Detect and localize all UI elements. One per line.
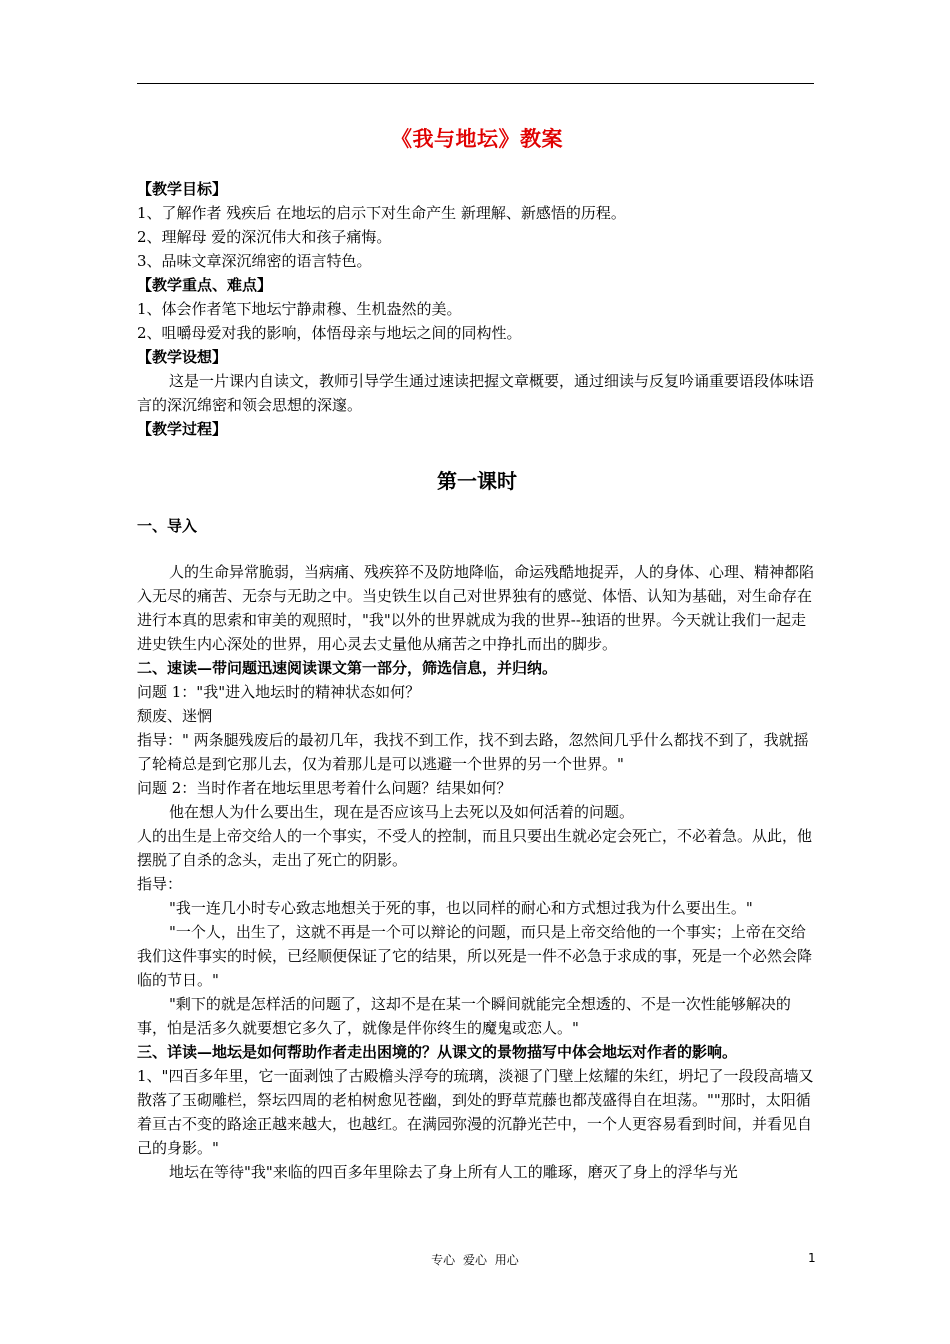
footer-motto: 专心 爱心 用心 [431, 1253, 519, 1267]
goal-item: 1、了解作者 残疾后 在地坛的启示下对生命产生 新理解、新感悟的历程。 [137, 204, 626, 222]
guide-1: 指导：" 两条腿残废后的最初几年，我找不到工作，找不到去路，忽然间几乎什么都找不到了，我就摇了轮椅总是到它那儿去，仅为着那儿是可以逃避一个世界的另一个世界。" [137, 731, 809, 773]
focus-item: 2、咀嚼母爱对我的影响，体悟母亲与地坛之间的同构性。 [137, 324, 522, 342]
focus-item: 1、体会作者笔下地坛宁静肃穆、生机盎然的美。 [137, 300, 462, 318]
answer-2b: 人的出生是上帝交给人的一个事实，不受人的控制，而且只要出生就必定会死亡，不必着急。从此，他摆脱了自杀的念头，走出了死亡的阴影。 [137, 827, 813, 869]
design-heading: 【教学设想】 [137, 348, 228, 366]
header-rule [137, 83, 814, 84]
section2-heading: 二、速读—带问题迅速阅读课文第一部分，筛选信息，并归纳。 [137, 659, 558, 677]
quote-2: "一个人，出生了，这就不再是一个可以辩论的问题，而只是上帝交给他的一个事实；上帝在交给我们这件事实的时候，已经顺便保证了它的结果，所以死是一件不必急于求成的事，死是一个必然会降临的节日。" [137, 923, 813, 989]
question-1: 问题 1："我"进入地坛时的精神状态如何？ [137, 683, 421, 701]
answer-2a: 他在想人为什么要出生，现在是否应该马上去死以及如何活着的问题。 [169, 803, 635, 821]
process-heading: 【教学过程】 [137, 420, 228, 438]
guide-2: 指导： [137, 875, 183, 893]
design-text: 这是一片课内自读文，教师引导学生通过速读把握文章概要，通过细读与反复吟诵重要语段体味语言的深沉绵密和领会思想的深邃。 [137, 372, 815, 414]
section3-heading: 三、详读—地坛是如何帮助作者走出困境的？从课文的景物描写中体会地坛对作者的影响。 [137, 1043, 738, 1061]
goal-item: 2、理解母 爱的深沉伟大和孩子痛悔。 [137, 228, 392, 246]
answer-1: 颓废、迷惘 [137, 707, 213, 725]
section1-text: 人的生命异常脆弱，当病痛、残疾猝不及防地降临，命运残酷地捉弄，人的身体、心理、精神都陷入无尽的痛苦、无奈与无助之中。当史铁生以自己对世界独有的感觉、体悟、认知为基础，对生命存在进行本真的思索和审美的观照时，"我"以外的世界就成为我的世界--独语的世界。今天就让我们一起走进史铁生内心深处的世界，用心灵去丈量他从痛苦之中挣扎而出的脚步。 [137, 563, 815, 653]
quote-1: "我一连几小时专心致志地想关于死的事，也以同样的耐心和方式想过我为什么要出生。" [169, 899, 753, 917]
section1-heading: 一、导入 [137, 517, 198, 535]
goal-item: 3、品味文章深沉绵密的语言特色。 [137, 252, 372, 270]
page-number: 1 [808, 1251, 816, 1265]
goals-heading: 【教学目标】 [137, 180, 228, 198]
lesson-title: 第一课时 [437, 469, 517, 493]
document-title: 《我与地坛》教案 [391, 126, 563, 151]
document-body [137, 118, 817, 1184]
section3-paragraph-2: 地坛在等待"我"来临的四百多年里除去了身上所有人工的雕琢，磨灭了身上的浮华与光 [169, 1163, 738, 1181]
question-2: 问题 2：当时作者在地坛里思考着什么问题？结果如何？ [137, 779, 512, 797]
quote-3: "剩下的就是怎样活的问题了，这却不是在某一个瞬间就能完全想透的、不是一次性能够解决的事，怕是活多久就要想它多久了，就像是伴你终生的魔鬼或恋人。" [137, 995, 791, 1037]
section3-paragraph-1: 1、"四百多年里，它一面剥蚀了古殿檐头浮夸的琉璃，淡褪了门壁上炫耀的朱红，坍圮了一段段高墙又散落了玉砌雕栏，祭坛四周的老柏树愈见苍幽，到处的野草荒藤也都茂盛得自在坦荡。""那时，太阳循着亘古不变的路途正越来越大，也越红。在满园弥漫的沉静光芒中，一个人更容易看到时间，并看见自己的身影。" [137, 1067, 814, 1157]
focus-heading: 【教学重点、难点】 [137, 276, 273, 294]
